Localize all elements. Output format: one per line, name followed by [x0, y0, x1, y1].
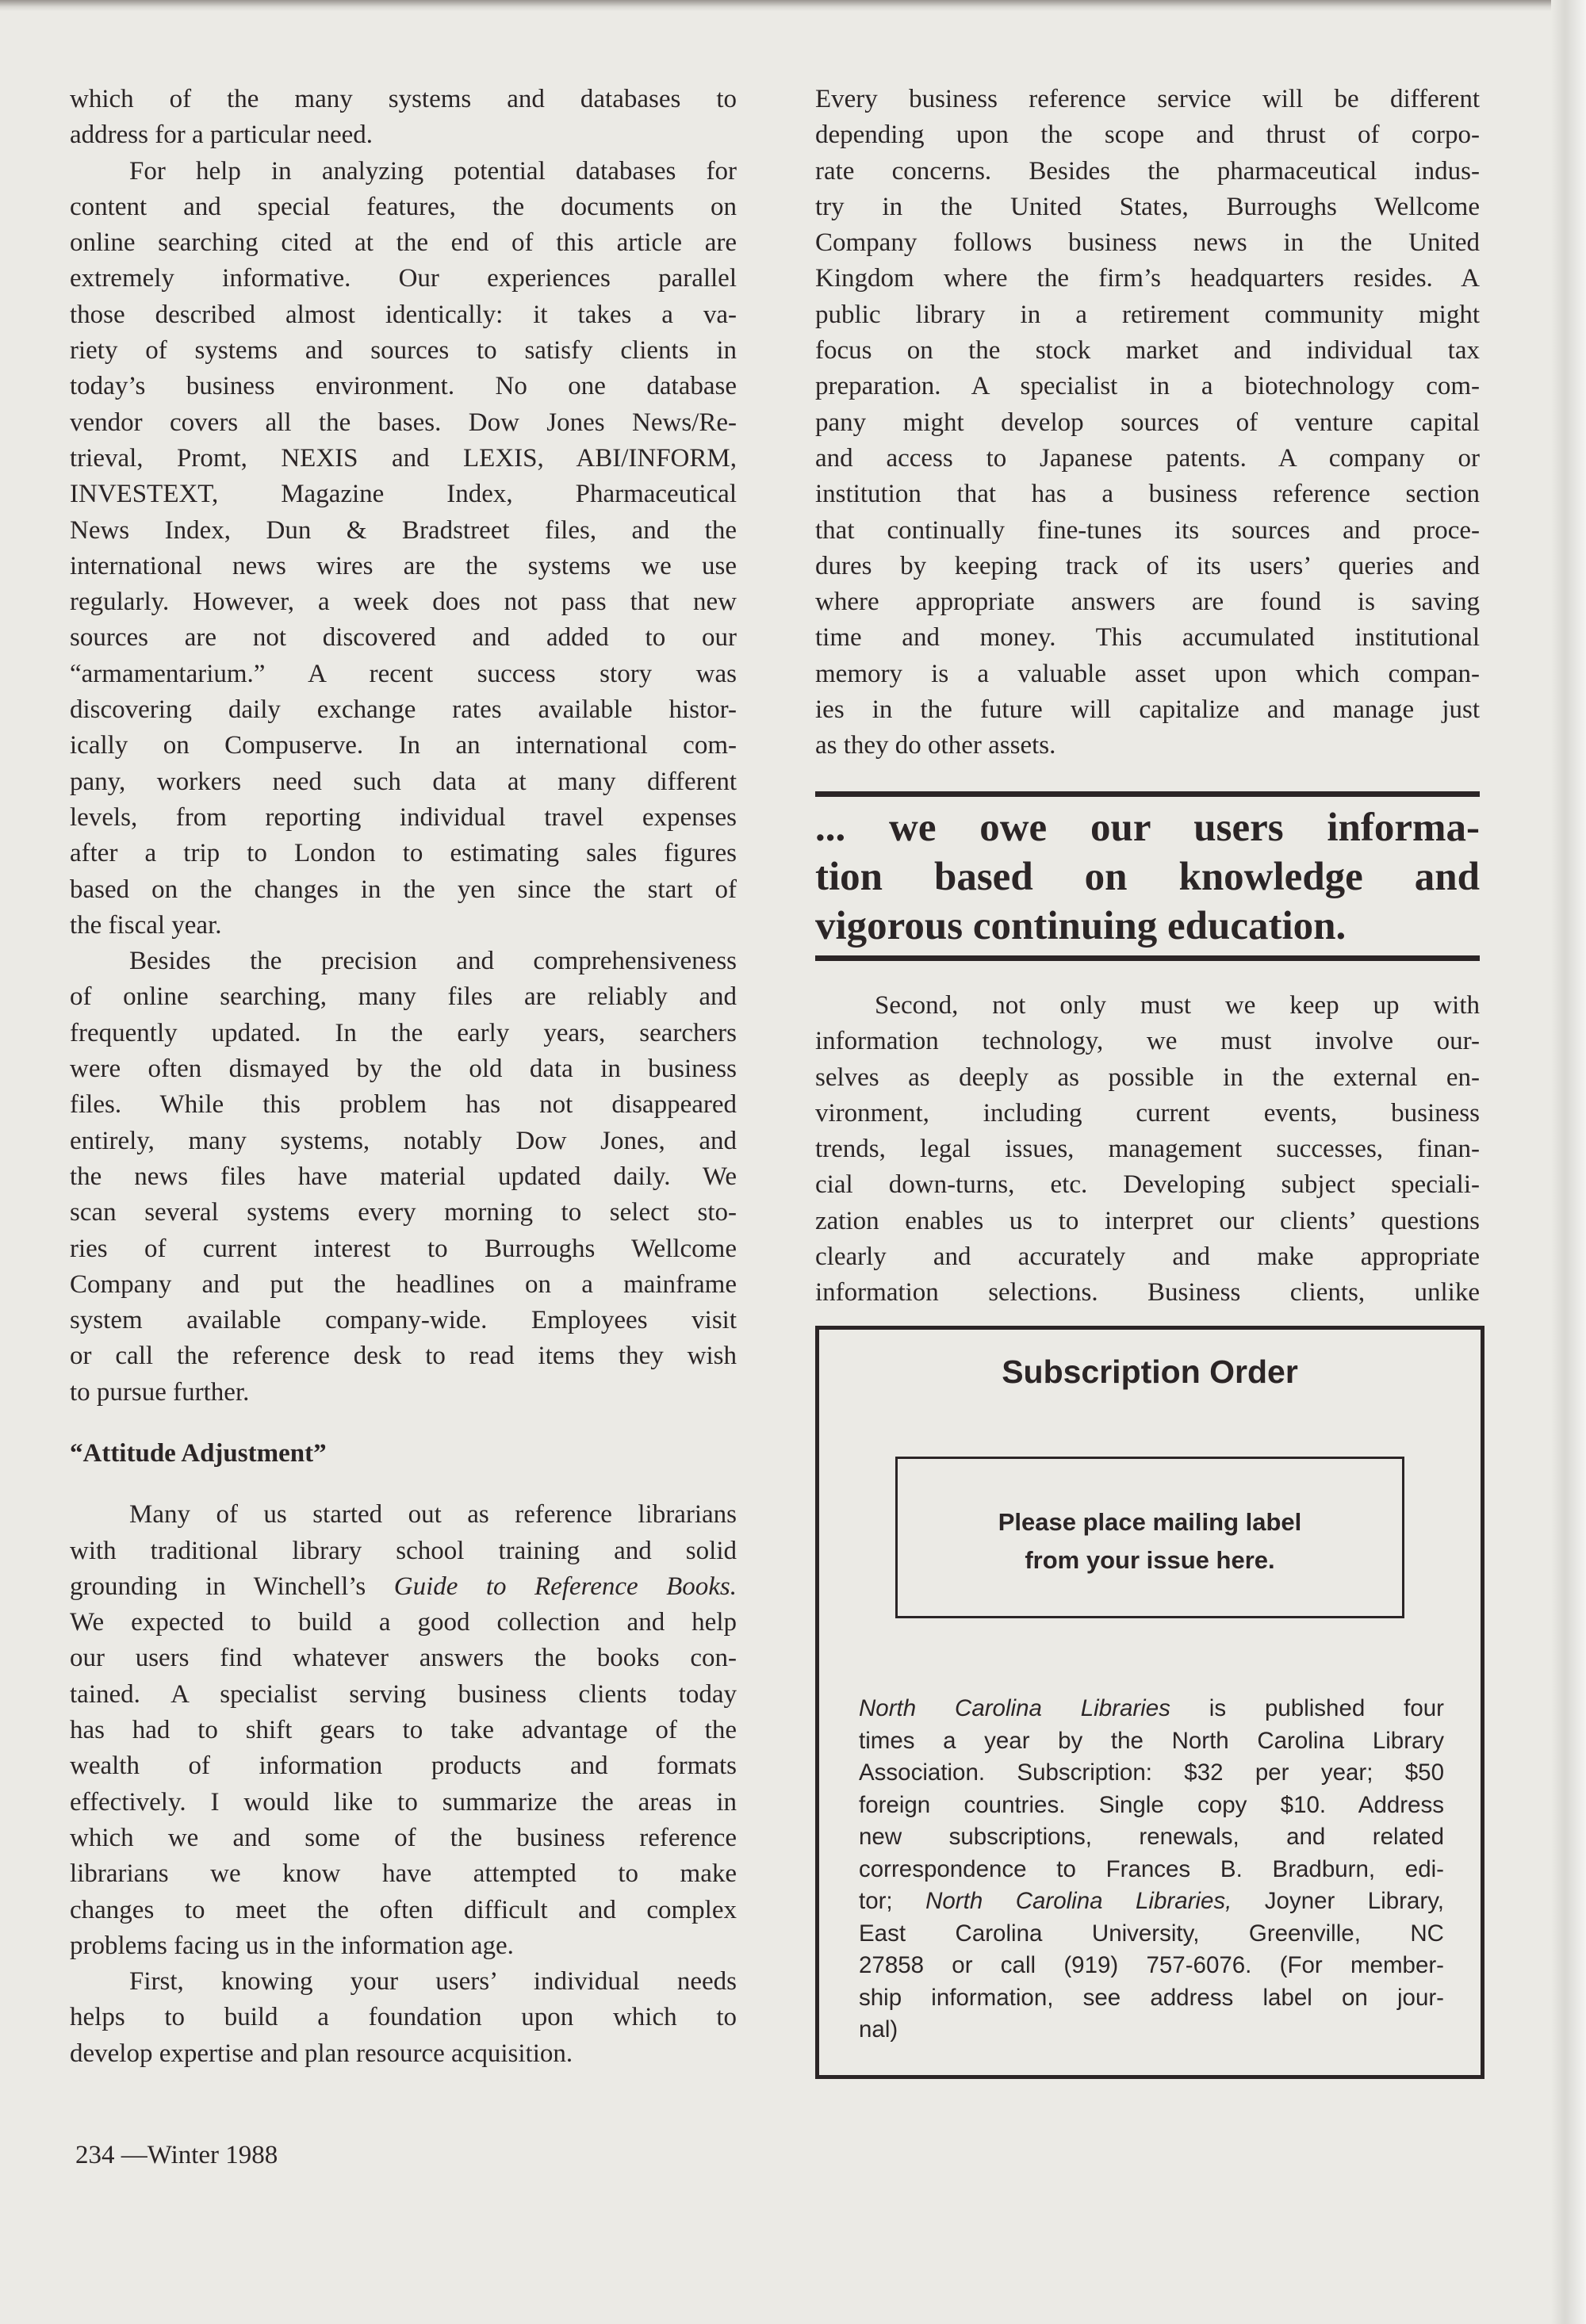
text-line — [70, 1964, 737, 2000]
text: Company and put the headlines on a mainframe — [70, 1269, 737, 1299]
text: the news files have material updated daily. We — [70, 1162, 737, 1191]
text-line — [70, 154, 737, 190]
text-line — [859, 1886, 1444, 1918]
text-line — [70, 369, 737, 404]
text-line — [70, 1267, 737, 1303]
text: after a trip to London to estimating sales figures — [70, 839, 737, 868]
text: those described almost identically: it takes a va- — [70, 300, 737, 329]
text-line — [815, 1096, 1480, 1131]
text-line — [815, 549, 1480, 584]
text: online searching cited at the end of this article are — [70, 228, 737, 258]
text: our users find whatever answers the books con- — [70, 1644, 737, 1673]
text: regularly. However, a week does not pass that new — [70, 588, 737, 617]
text-line — [815, 657, 1480, 692]
text: has had to shift gears to take advantage of the — [70, 1716, 737, 1745]
text: scan several systems every morning to select sto- — [70, 1198, 737, 1227]
text: rate concerns. Besides the pharmaceutical indus- — [815, 156, 1480, 186]
text: preparation. A specialist in a biotechnology com- — [815, 372, 1480, 401]
text: Besides the precision and comprehensiveness — [129, 947, 737, 976]
text-line — [70, 405, 737, 441]
text: “armamentarium.” A recent success story was — [70, 659, 737, 688]
text: sources are not discovered and added to our — [70, 623, 737, 653]
text-line — [859, 1918, 1444, 1951]
italic-text: Guide to Reference Books. — [393, 1572, 737, 1601]
text-line — [815, 620, 1480, 656]
text-line — [70, 1928, 737, 1964]
text: system available company-wide. Employees visit — [70, 1306, 737, 1335]
text-line — [815, 1239, 1480, 1275]
text-line — [70, 872, 737, 908]
text-line — [815, 1060, 1480, 1096]
text-line — [815, 1204, 1480, 1239]
text: today’s business environment. No one database — [70, 372, 737, 401]
mailing-label-text: Please place mailing label — [998, 1508, 1302, 1536]
subscription-order-box — [815, 1326, 1484, 2079]
text: with traditional library school training and solid — [70, 1536, 737, 1565]
text: focus on the stock market and individual tax — [815, 336, 1480, 366]
text-line — [815, 117, 1480, 153]
text-line — [859, 1693, 1444, 1725]
text: vendor covers all the bases. Dow Jones News/Re- — [70, 408, 737, 437]
pull-quote-top-rule — [815, 791, 1480, 797]
text: ically on Compuserve. In an international com- — [70, 731, 737, 760]
text-line — [815, 1275, 1480, 1311]
text-line — [70, 764, 737, 800]
text-line — [815, 225, 1480, 261]
text: Many of us started out as reference librarians — [129, 1500, 737, 1530]
text: dures by keeping track of its users’ queries and — [815, 551, 1480, 580]
text-line — [859, 1950, 1444, 1982]
text: helps to build a foundation upon which to — [70, 2003, 737, 2032]
text: We expected to build a good collection and help — [70, 1608, 737, 1637]
text-line — [70, 2000, 737, 2035]
text: East Carolina University, Greenville, NC — [859, 1920, 1444, 1947]
text: vironment, including current events, business — [815, 1098, 1480, 1128]
text: trieval, Promt, NEXIS and LEXIS, ABI/INFORM, — [70, 443, 737, 473]
text-line — [70, 82, 737, 117]
text: Joyner Library, — [1232, 1888, 1444, 1914]
pull-quote-bottom-rule — [815, 955, 1480, 961]
text-line — [70, 979, 737, 1015]
text-line — [70, 1677, 737, 1713]
text: institution that has a business reference section — [815, 480, 1480, 509]
text-line — [815, 477, 1480, 512]
text: frequently updated. In the early years, searchers — [70, 1018, 737, 1047]
text: based on the changes in the yen since the start of — [70, 875, 737, 904]
text-line — [70, 513, 737, 549]
text-line — [815, 728, 1480, 764]
italic-text: North Carolina Libraries — [859, 1695, 1170, 1721]
text-line — [70, 1605, 737, 1641]
text: ship information, see address label on jour- — [859, 1984, 1444, 2011]
text-line — [815, 1024, 1480, 1059]
text: News Index, Dun & Bradstreet files, and the — [70, 515, 737, 545]
text-line — [70, 1303, 737, 1338]
text-line — [815, 405, 1480, 441]
text: INVESTEXT, Magazine Index, Pharmaceutical — [70, 480, 737, 509]
text-line — [70, 728, 737, 764]
italic-text: North Carolina Libraries, — [925, 1888, 1232, 1914]
text-line — [70, 1051, 737, 1087]
text-line — [70, 1159, 737, 1195]
text-line — [70, 333, 737, 369]
text: public library in a retirement community might — [815, 300, 1480, 329]
text: cial down-turns, etc. Developing subject speciali- — [815, 1170, 1480, 1200]
text-line — [815, 692, 1480, 728]
text: that continually fine-tunes its sources and proce- — [815, 515, 1480, 545]
text: were often dismayed by the old data in business — [70, 1055, 737, 1084]
text-line — [859, 2014, 1444, 2046]
text: develop expertise and plan resource acquisition. — [70, 2039, 573, 2068]
text: depending upon the scope and thrust of corpo- — [815, 121, 1480, 150]
text-line — [70, 1231, 737, 1267]
text: trends, legal issues, management successes, finan- — [815, 1135, 1480, 1164]
text: problems facing us in the information age. — [70, 1931, 514, 1960]
text-line — [70, 1856, 737, 1892]
text-line — [70, 1533, 737, 1569]
text-line — [815, 513, 1480, 549]
subscription-info — [859, 1693, 1444, 2046]
text-line — [70, 190, 737, 225]
text-line — [70, 657, 737, 692]
text-line — [815, 190, 1480, 225]
text: international news wires are the systems we use — [70, 551, 737, 580]
text: new subscriptions, renewals, and related — [859, 1824, 1444, 1850]
text: address for a particular need. — [70, 121, 374, 150]
text: as they do other assets. — [815, 731, 1056, 760]
text-line — [70, 1338, 737, 1374]
text: try in the United States, Burroughs Wellcome — [815, 192, 1480, 221]
text-line — [70, 908, 737, 944]
text-line — [859, 1854, 1444, 1886]
text: discovering daily exchange rates available histor- — [70, 695, 737, 725]
text-line — [815, 988, 1480, 1024]
left-column — [70, 82, 737, 2072]
text-line — [815, 82, 1480, 117]
subscription-title: Subscription Order — [1002, 1353, 1298, 1390]
text-line — [859, 1757, 1444, 1790]
text: zation enables us to interpret our clients’ questions — [815, 1206, 1480, 1235]
pull-quote-line: ... we owe our users informa- — [815, 806, 1480, 850]
mailing-label-text: from your issue here. — [1025, 1546, 1275, 1574]
text: tained. A specialist serving business clients today — [70, 1679, 737, 1709]
mailing-label-area — [895, 1457, 1404, 1618]
text-line — [70, 441, 737, 477]
text: content and special features, the documents on — [70, 192, 737, 221]
text: clearly and accurately and make appropriate — [815, 1242, 1480, 1272]
text: Second, not only must we keep up with — [875, 991, 1480, 1020]
text-line — [70, 620, 737, 656]
text-line — [70, 692, 737, 728]
text-line — [70, 1087, 737, 1123]
text: grounding in Winchell’s — [70, 1572, 394, 1601]
text-line — [70, 1713, 737, 1748]
text-line — [815, 154, 1480, 190]
text-line — [70, 117, 737, 153]
text-line — [70, 1748, 737, 1784]
text-line — [70, 225, 737, 261]
text-line — [70, 477, 737, 512]
page-right-edge — [1551, 0, 1586, 2324]
text: wealth of information products and formats — [70, 1752, 737, 1781]
text-line — [70, 1893, 737, 1928]
text: extremely informative. Our experiences parallel — [70, 264, 737, 293]
text-line — [70, 1821, 737, 1856]
text-line — [815, 1131, 1480, 1167]
text: changes to meet the often difficult and complex — [70, 1895, 737, 1924]
text: levels, from reporting individual travel expenses — [70, 802, 737, 832]
text-line — [859, 1821, 1444, 1854]
text: pany, workers need such data at many different — [70, 767, 737, 796]
text: or call the reference desk to read items they wish — [70, 1342, 737, 1371]
text-line — [70, 1569, 737, 1605]
text: entirely, many systems, notably Dow Jones, and — [70, 1126, 737, 1155]
text: time and money. This accumulated institutional — [815, 623, 1480, 653]
text-line — [70, 2036, 737, 2072]
text: First, knowing your users’ individual needs — [129, 1967, 737, 1997]
text: Every business reference service will be different — [815, 85, 1480, 113]
text-line — [70, 549, 737, 584]
text: ies in the future will capitalize and manage just — [815, 695, 1480, 725]
text: nal) — [859, 2016, 898, 2043]
text-line — [70, 1497, 737, 1533]
text-line — [815, 1167, 1480, 1203]
pull-quote-line: vigorous continuing education. — [815, 904, 1347, 948]
pull-quote — [815, 791, 1480, 961]
text: memory is a valuable asset upon which compan- — [815, 659, 1480, 688]
text-line — [859, 1725, 1444, 1758]
page-footer: 234 —Winter 1988 — [75, 2141, 278, 2169]
text: For help in analyzing potential databases for — [129, 156, 737, 186]
right-column-continued — [815, 988, 1480, 1311]
text: files. While this problem has not disappeared — [70, 1090, 737, 1120]
text-line — [70, 836, 737, 871]
text: which of the many systems and databases to — [70, 85, 737, 113]
text-line — [70, 297, 737, 333]
text: Company follows business news in the United — [815, 228, 1480, 258]
text-line — [70, 1375, 737, 1411]
text-line — [815, 369, 1480, 404]
text-line — [815, 441, 1480, 477]
text-line — [815, 261, 1480, 297]
text-line — [70, 261, 737, 297]
text-line — [815, 333, 1480, 369]
text: correspondence to Frances B. Bradburn, edi- — [859, 1855, 1444, 1882]
text: selves as deeply as possible in the external en- — [815, 1062, 1480, 1092]
pull-quote-line: tion based on knowledge and — [815, 855, 1480, 899]
text-line — [815, 584, 1480, 620]
text: Association. Subscription: $32 per year; $50 — [859, 1759, 1444, 1786]
text: is published four — [1170, 1695, 1444, 1721]
text: which we and some of the business reference — [70, 1823, 737, 1852]
text: where appropriate answers are found is saving — [815, 588, 1480, 617]
section-heading: “Attitude Adjustment” — [70, 1438, 327, 1468]
text-line — [70, 1124, 737, 1159]
text: and access to Japanese patents. A company or — [815, 443, 1480, 473]
text: 27858 or call (919) 757-6076. (For member- — [859, 1952, 1444, 1978]
text: times a year by the North Carolina Library — [859, 1727, 1444, 1754]
text-line — [70, 1785, 737, 1821]
text: information selections. Business clients, unlike — [815, 1278, 1480, 1307]
right-column — [815, 82, 1480, 764]
text: pany might develop sources of venture capital — [815, 408, 1480, 437]
text: information technology, we must involve our- — [815, 1027, 1480, 1056]
text-line — [70, 584, 737, 620]
text-line — [70, 1016, 737, 1051]
text: effectively. I would like to summarize the areas in — [70, 1787, 737, 1817]
text: to pursue further. — [70, 1377, 250, 1407]
text-line — [70, 1641, 737, 1676]
page-top-edge — [0, 0, 1586, 11]
text: Kingdom where the firm’s headquarters resides. A — [815, 264, 1480, 293]
text: of online searching, many files are reliably and — [70, 982, 737, 1012]
text: riety of systems and sources to satisfy clients in — [70, 336, 737, 366]
text-line — [815, 297, 1480, 333]
text-line — [859, 1790, 1444, 1822]
text: ries of current interest to Burroughs Wellcome — [70, 1234, 737, 1263]
text-line — [70, 800, 737, 836]
text-line — [859, 1982, 1444, 2015]
text: librarians we know have attempted to make — [70, 1859, 737, 1889]
text-line — [70, 1195, 737, 1231]
text-line — [70, 944, 737, 979]
text: the fiscal year. — [70, 910, 222, 940]
text: foreign countries. Single copy $10. Address — [859, 1791, 1444, 1818]
text: tor; — [859, 1888, 926, 1914]
